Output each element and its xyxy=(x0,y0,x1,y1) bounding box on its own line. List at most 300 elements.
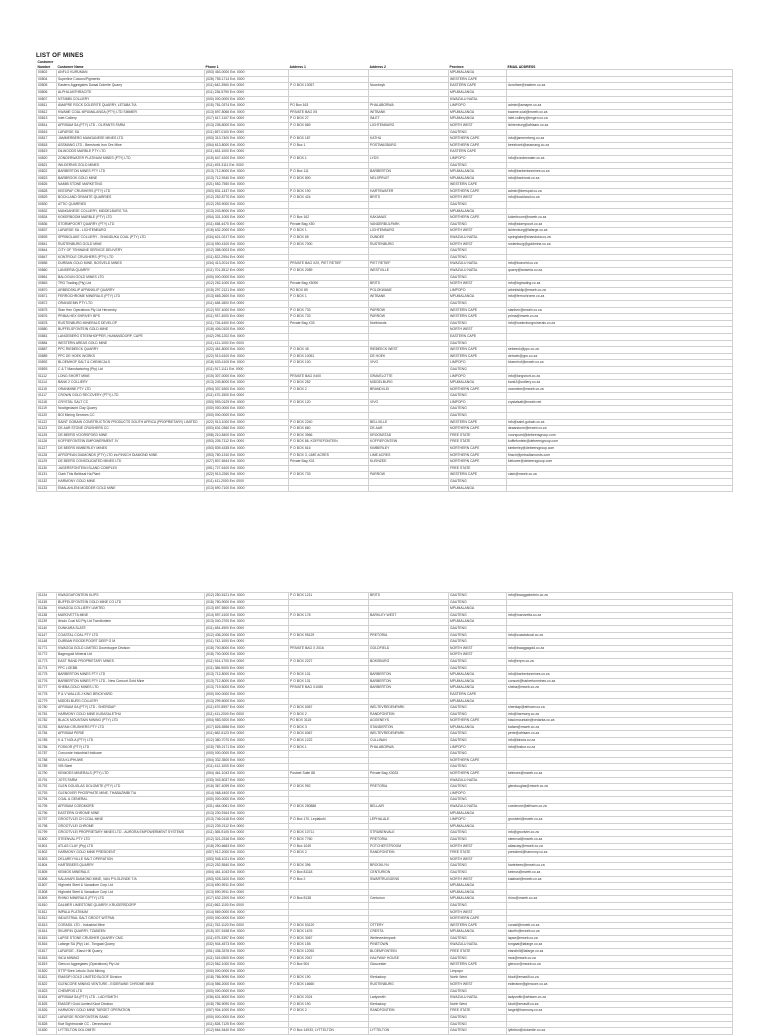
cell-email: info@barbrook.co.za xyxy=(507,175,733,182)
cell-address-1: P O BOX 10711 xyxy=(289,830,369,837)
cell-customer-number: 01807 xyxy=(37,883,57,890)
cell-customer-number: 00881 xyxy=(37,333,57,340)
cell-address-2: GOLDFIELD xyxy=(369,645,449,652)
cell-email xyxy=(507,856,733,863)
cell-address-1: PRIVATE BAG X20, PIET RETIEF xyxy=(289,261,369,268)
cell-province: GAUTENG xyxy=(449,988,507,995)
cell-customer-name: EASTERN CHROME MINE xyxy=(57,810,205,817)
cell-province: GAUTENG xyxy=(449,705,507,712)
cell-province: WESTERN CAPE xyxy=(449,76,507,83)
table-row xyxy=(37,817,733,824)
cell-address-2 xyxy=(369,208,449,215)
cell-address-1 xyxy=(289,300,369,307)
cell-customer-name: DILWOODS MARBLE PTY LTD xyxy=(57,149,205,156)
cell-phone: (012) 937-4000 Ext. 0000 xyxy=(205,307,289,314)
cell-customer-number: 01132 xyxy=(37,479,57,486)
cell-address-1 xyxy=(289,599,369,606)
table-row xyxy=(37,830,733,837)
cell-customer-name: BOCKLAND GRANITE QUARRIES xyxy=(57,195,205,202)
cell-email xyxy=(507,1015,733,1022)
cell-email xyxy=(507,757,733,764)
cell-customer-number: 00872 xyxy=(37,300,57,307)
cell-customer-number: 00884 xyxy=(37,340,57,347)
mines-table-continued xyxy=(36,592,733,1035)
cell-customer-number: 01128 xyxy=(37,452,57,459)
cell-phone: (031) 464-0061 Ext. 0000 xyxy=(205,804,289,811)
mines-table-body xyxy=(37,70,733,492)
cell-phone: (015) 297-2121 Ext. 0000 xyxy=(205,287,289,294)
cell-province: KWAZULU NATAL xyxy=(449,96,507,103)
cell-customer-number: 01131 xyxy=(37,472,57,479)
cell-customer-name: Ikholo Coal MJ Pty Ltd Twedfontein xyxy=(57,619,205,626)
table-row xyxy=(37,757,733,764)
cell-province: MPUMALANGA xyxy=(449,294,507,301)
cell-customer-name: GROOTVLEI CH COAL MINE xyxy=(57,817,205,824)
cell-address-2: BROOKLYN xyxy=(369,863,449,870)
cell-address-1: P O BOX 2024 xyxy=(289,995,369,1002)
cell-address-2: Ladysmith xyxy=(369,995,449,1002)
cell-email: kokerboom@mweb.co.za xyxy=(507,215,733,222)
cell-province: FREE STATE xyxy=(449,465,507,472)
cell-customer-number: 01115 xyxy=(37,386,57,393)
table-row xyxy=(37,373,733,380)
table-row xyxy=(37,658,733,665)
cell-province: FREE STATE xyxy=(449,432,507,439)
cell-customer-number: 00861 xyxy=(37,274,57,281)
cell-address-2 xyxy=(369,89,449,96)
cell-email: finsch@petradiamonds.com xyxy=(507,452,733,459)
cell-phone: (011) 411-1000 Ext. 0000 xyxy=(205,340,289,347)
cell-customer-number: 01783 xyxy=(37,724,57,731)
cell-address-2 xyxy=(369,406,449,413)
cell-customer-name: JAMMERBERG MANGANESE MINES LTD xyxy=(57,136,205,143)
cell-customer-number: 00807 xyxy=(37,96,57,103)
cell-address-2 xyxy=(369,327,449,334)
table-row xyxy=(37,393,733,400)
cell-address-2 xyxy=(369,698,449,705)
table-row xyxy=(37,982,733,989)
cell-email xyxy=(507,300,733,307)
cell-province: MPUMALANGA xyxy=(449,823,507,830)
cell-province: MPUMALANGA xyxy=(449,724,507,731)
table-row xyxy=(37,896,733,903)
cell-province: Limpopo xyxy=(449,968,507,975)
cell-address-2: Klerksdorp xyxy=(369,1001,449,1008)
cell-customer-name: AFROPEAN DIAMONDS (PTY) LTD t/a FINSCH DIAMOND MINE xyxy=(57,452,205,459)
cell-email: rustenburg@goldmine.co.za xyxy=(507,241,733,248)
cell-province: NORTH WEST xyxy=(449,241,507,248)
cell-address-2 xyxy=(369,764,449,771)
cell-customer-name: BARBROOK GOLD MINE xyxy=(57,175,205,182)
cell-customer-number: 01129 xyxy=(37,459,57,466)
cell-customer-number: 01828 xyxy=(37,1021,57,1028)
cell-email: kleinzee@debeersgroup.com xyxy=(507,459,733,466)
cell-customer-name: PPC DE HOEK WORKS xyxy=(57,353,205,360)
table-row xyxy=(37,208,733,215)
cell-phone: (015) 647-4200 Ext. 0000 xyxy=(205,155,289,162)
cell-customer-name: BUFFELSFONTEIN GOLD MINE xyxy=(57,327,205,334)
cell-address-1 xyxy=(289,916,369,923)
cell-customer-name: CHEMPOS LTD xyxy=(57,988,205,995)
table-row xyxy=(37,485,733,492)
cell-address-2: PARROW xyxy=(369,314,449,321)
cell-email xyxy=(507,883,733,890)
cell-email: info@jammerberg.co.za xyxy=(507,136,733,143)
cell-customer-number: 00804 xyxy=(37,76,57,83)
cell-phone: (011) 742-1000 Ext. 0000 xyxy=(205,639,289,646)
cell-address-2: KAKAMAS xyxy=(369,215,449,222)
table-row xyxy=(37,399,733,406)
cell-address-1 xyxy=(289,909,369,916)
cell-customer-number: 01785 xyxy=(37,738,57,745)
cell-phone: (033) 343-5037 Ext. 0000 xyxy=(205,777,289,784)
table-row xyxy=(37,307,733,314)
cell-province: LIMPOPO xyxy=(449,155,507,162)
cell-province: GAUTENG xyxy=(449,639,507,646)
cell-customer-number: 01114 xyxy=(37,380,57,387)
cell-customer-name: BANK 2 COLLIERY xyxy=(57,380,205,387)
cell-province: MPUMALANGA xyxy=(449,485,507,492)
cell-customer-name: ZONDERWATER PLATINUM MINES (PTY) LTD xyxy=(57,155,205,162)
cell-customer-number: 01786 xyxy=(37,744,57,751)
cell-address-2: KATHU xyxy=(369,136,449,143)
cell-email xyxy=(507,413,733,420)
cell-customer-number: 00893 xyxy=(37,366,57,373)
table-row xyxy=(37,869,733,876)
cell-email: info@saint-gobain.co.za xyxy=(507,419,733,426)
cell-province: MPUMALANGA xyxy=(449,810,507,817)
cell-address-2: KOFFIEFONTEIN xyxy=(369,439,449,446)
cell-phone: (053) 313-7400 Ext. 0000 xyxy=(205,136,289,143)
cell-customer-name: STTP Bree Lekolo Gold Mining xyxy=(57,968,205,975)
cell-email: info@barbertonmines.co.za xyxy=(507,169,733,176)
document-title: LIST OF MINES xyxy=(36,52,84,59)
cell-customer-name: LYTTELTON DOLOMITE xyxy=(57,1028,205,1035)
cell-customer-number: 00880 xyxy=(37,327,57,334)
cell-customer-number: 01126 xyxy=(37,439,57,446)
table-row xyxy=(37,856,733,863)
cell-customer-number: 01792 xyxy=(37,784,57,791)
cell-address-2: BARKLEY WEST xyxy=(369,612,449,619)
cell-customer-number: 00814 xyxy=(37,122,57,129)
cell-address-2 xyxy=(369,790,449,797)
table-row xyxy=(37,678,733,685)
cell-address-1: P O BOX 7000 xyxy=(289,241,369,248)
cell-province: MPUMALANGA xyxy=(449,109,507,116)
cell-customer-name: BALOGUN GOLD MINES LTD xyxy=(57,274,205,281)
table-row xyxy=(37,142,733,149)
cell-province: MPUMALANGA xyxy=(449,606,507,613)
table-row xyxy=(37,718,733,725)
cell-address-2 xyxy=(369,485,449,492)
cell-address-2: PHALABORWA xyxy=(369,103,449,110)
cell-customer-number: 01795 xyxy=(37,804,57,811)
cell-customer-number: 01797 xyxy=(37,817,57,824)
cell-customer-name: AFRISAM SA (PTY) LTD - SHERIDAP xyxy=(57,705,205,712)
cell-address-2 xyxy=(369,129,449,136)
cell-customer-number: 00834 xyxy=(37,215,57,222)
cell-customer-number: 00826 xyxy=(37,182,57,189)
cell-address-1: P O Box 14933, LYTTELTON xyxy=(289,1028,369,1035)
cell-customer-number: 00802 xyxy=(37,70,57,77)
cell-address-1: P O BOX 250888 xyxy=(289,804,369,811)
table-row xyxy=(37,465,733,472)
cell-province: GAUTENG xyxy=(449,221,507,228)
cell-email xyxy=(507,333,733,340)
cell-customer-number: 01796 xyxy=(37,810,57,817)
cell-customer-number: 00819 xyxy=(37,149,57,156)
cell-customer-name: ARBEIDSKLIP AFPANKLIP QUARRY xyxy=(57,287,205,294)
cell-email: info@coastalcoal.co.za xyxy=(507,632,733,639)
cell-phone: (012) 436-2000 Ext. 0000 xyxy=(205,632,289,639)
cell-address-2 xyxy=(369,639,449,646)
cell-address-2 xyxy=(369,810,449,817)
cell-email xyxy=(507,274,733,281)
cell-address-2: DE HOEK xyxy=(369,353,449,360)
cell-customer-number: 01802 xyxy=(37,850,57,857)
cell-email: ladysmith@afrisam.co.za xyxy=(507,995,733,1002)
cell-email: target@harmony.co.za xyxy=(507,1008,733,1015)
table-row xyxy=(37,162,733,169)
cell-customer-number: 01809 xyxy=(37,896,57,903)
cell-address-2 xyxy=(369,340,449,347)
cell-phone: (011) 463-1000 Ext. 0000 xyxy=(205,149,289,156)
cell-customer-number: 01775 xyxy=(37,672,57,679)
table-row xyxy=(37,122,733,129)
cell-customer-name: GLENOVER PHOSPHATE MINE, THABAZIMBI T/A xyxy=(57,790,205,797)
cell-email xyxy=(507,1021,733,1028)
cell-customer-number: 01805 xyxy=(37,869,57,876)
cell-customer-number: 00812 xyxy=(37,109,57,116)
cell-phone: (053) 631-0360 Ext. 0000 xyxy=(205,426,289,433)
table-row xyxy=(37,294,733,301)
cell-province: MPUMALANGA xyxy=(449,889,507,896)
table-row xyxy=(37,797,733,804)
cell-phone: (013) 690-9911 Ext. 0000 xyxy=(205,889,289,896)
table-row xyxy=(37,836,733,843)
cell-customer-number: 01779 xyxy=(37,698,57,705)
cell-province: LIMPOPO xyxy=(449,817,507,824)
cell-phone: (011) 762-1120 Ext. 0000 xyxy=(205,922,289,929)
cell-address-2 xyxy=(369,619,449,626)
cell-address-1 xyxy=(289,149,369,156)
cell-address-2: BLOEMFONTEIN xyxy=(369,949,449,956)
cell-address-1 xyxy=(289,691,369,698)
cell-phone: (011) 411-2000 Ext. 0000 xyxy=(205,479,289,486)
cell-phone: (057) 912-2000 Ext. 0000 xyxy=(205,850,289,857)
table-row xyxy=(37,691,733,698)
cell-phone: (018) 786-9090 Ext. 0000 xyxy=(205,975,289,982)
cell-customer-name: DURBAN ROODEPOORT DEEP G M xyxy=(57,639,205,646)
cell-customer-number: 01122 xyxy=(37,419,57,426)
cell-address-1: P O Box 8138 xyxy=(289,896,369,903)
cell-email: info@bosveld.co.za xyxy=(507,261,733,268)
table-row xyxy=(37,771,733,778)
cell-phone: (053) 780-1310 Ext. 0000 xyxy=(205,452,289,459)
cell-email: kimberley@debeersgroup.com xyxy=(507,446,733,453)
table-row xyxy=(37,922,733,929)
cell-phone: (034) 413-2014 Ext. 0000 xyxy=(205,261,289,268)
cell-phone: (054) 461-1043 Ext. 0000 xyxy=(205,869,289,876)
cell-phone: (014) 586-2000 Ext. 0000 xyxy=(205,982,289,989)
table-row xyxy=(37,261,733,268)
cell-customer-name: RHINO MINERALS (PTY) LTD xyxy=(57,896,205,903)
cell-customer-number: 01112 xyxy=(37,373,57,380)
cell-phone: (000) 000-0000 Ext. 0000 xyxy=(205,96,289,103)
cell-customer-name: KOFFIEFONTEIN EMPOWERMENT JV xyxy=(57,439,205,446)
cell-customer-number: 01815 xyxy=(37,935,57,942)
cell-email: arbeidsklip@mweb.co.za xyxy=(507,287,733,294)
cell-address-1: P O BOX 190 xyxy=(289,975,369,982)
cell-email xyxy=(507,340,733,347)
table-row xyxy=(37,784,733,791)
cell-address-1 xyxy=(289,777,369,784)
cell-address-1: P O BOX 187 xyxy=(289,136,369,143)
cell-customer-number: 01804 xyxy=(37,863,57,870)
cell-customer-name: JOTS FARM xyxy=(57,777,205,784)
cell-address-2: LYDS xyxy=(369,155,449,162)
cell-address-1 xyxy=(289,76,369,83)
cell-customer-name: PPC LOEBB xyxy=(57,665,205,672)
cell-phone: (000) 000-0000 Ext. 0000 xyxy=(205,968,289,975)
cell-phone: (013) 690-9911 Ext. 0000 xyxy=(205,883,289,890)
table-row xyxy=(37,446,733,453)
cell-address-1 xyxy=(289,89,369,96)
cell-customer-name: GLEN DOUGLAS DOLOMITE (PTY) LTD xyxy=(57,784,205,791)
cell-customer-number: 01138 xyxy=(37,612,57,619)
cell-email: hartebees@mweb.co.za xyxy=(507,863,733,870)
cell-customer-name: Highveld Steel & Vanadium Corp Ltd xyxy=(57,889,205,896)
cell-province: GAUTENG xyxy=(449,406,507,413)
cell-address-2: PINETOWN xyxy=(369,942,449,949)
cell-address-1: P O BOX 733 xyxy=(289,472,369,479)
cell-phone: (011) 701-3512 Ext. 0000 xyxy=(205,268,289,275)
cell-address-2: PRETORIA xyxy=(369,784,449,791)
cell-address-2: RUSTENBURG xyxy=(369,982,449,989)
table-row xyxy=(37,606,733,613)
cell-address-2: BOKSBURG xyxy=(369,658,449,665)
cell-province: NORTH WEST xyxy=(449,122,507,129)
table-row xyxy=(37,360,733,367)
table-row xyxy=(37,406,733,413)
cell-customer-name: MAROVETTA MINE xyxy=(57,612,205,619)
cell-province: LIMPOPO xyxy=(449,103,507,110)
cell-province: GAUTENG xyxy=(449,340,507,347)
cell-address-1: PRIVATE BAG X1085 xyxy=(289,685,369,692)
cell-email xyxy=(507,606,733,613)
cell-address-2 xyxy=(369,988,449,995)
cell-province: GAUTENG xyxy=(449,632,507,639)
cell-phone: (015) 307-0000 Ext. 0000 xyxy=(205,373,289,380)
cell-phone: (013) 746-0118 Ext. 0000 xyxy=(205,817,289,824)
header-province: Province xyxy=(449,64,464,69)
cell-address-1: P O BOX 992 xyxy=(289,784,369,791)
cell-email xyxy=(507,208,733,215)
cell-customer-name: LAFARGE ROOIFONTEIN SAND xyxy=(57,1015,205,1022)
cell-customer-number: 01821 xyxy=(37,975,57,982)
table-row xyxy=(37,182,733,189)
cell-customer-name: EMASIFI GOLD LIMITED BLOOF Division xyxy=(57,975,205,982)
cell-phone: (018) 406-0100 Ext. 0000 xyxy=(205,327,289,334)
cell-phone: (017) 632-2200 Ext. 0000 xyxy=(205,896,289,903)
cell-customer-name: Kiwi Sightmorale CC - Dennesdord xyxy=(57,1021,205,1028)
table-row xyxy=(37,804,733,811)
cell-address-1: P O BOX 1211 xyxy=(289,593,369,600)
cell-email xyxy=(507,202,733,209)
cell-customer-name: LAFARGE - Eland Hill Quarry xyxy=(57,949,205,956)
table-row xyxy=(37,672,733,679)
cell-customer-name: LANGEBERG STEENHOPPER, HUMANSDORP, CAPE xyxy=(57,333,205,340)
cell-email xyxy=(507,652,733,659)
cell-email: quarry@lanseria.co.za xyxy=(507,268,733,275)
cell-customer-number: 01793 xyxy=(37,790,57,797)
cell-address-1 xyxy=(289,883,369,890)
cell-province: WESTERN CAPE xyxy=(449,182,507,189)
cell-phone: (000) 000-0000 Ext. 0000 xyxy=(205,1015,289,1022)
cell-address-2: RANDFONTEIN xyxy=(369,711,449,718)
cell-phone: (013) 712-8000 Ext. 0000 xyxy=(205,672,289,679)
cell-customer-number: 00836 xyxy=(37,221,57,228)
cell-province: GAUTENG xyxy=(449,830,507,837)
cell-customer-name: DURBAN GOLD MINE, BOSVELD MINES xyxy=(57,261,205,268)
table-row xyxy=(37,935,733,942)
cell-address-1 xyxy=(289,96,369,103)
cell-customer-name: LAFARGE SA xyxy=(57,129,205,136)
cell-address-1: P O BOX 3966 xyxy=(289,432,369,439)
cell-phone: (012) 252-5540 Ext. 0000 xyxy=(205,863,289,870)
cell-phone: (014) 569-0000 Ext. 0000 xyxy=(205,909,289,916)
cell-email: kalahari@mweb.co.za xyxy=(507,876,733,883)
cell-address-1: P O BOX 3, LIME ACRES xyxy=(289,452,369,459)
cell-address-2: BARBERTON xyxy=(369,169,449,176)
cell-email xyxy=(507,479,733,486)
cell-province: LIMPOPO xyxy=(449,287,507,294)
cell-province: North West xyxy=(449,975,507,982)
table-row xyxy=(37,221,733,228)
cell-email xyxy=(507,366,733,373)
cell-province: WESTERN CAPE xyxy=(449,307,507,314)
cell-address-2 xyxy=(369,274,449,281)
cell-address-2 xyxy=(369,777,449,784)
cell-customer-number: 01824 xyxy=(37,995,57,1002)
cell-address-1: P O BOX 733 xyxy=(289,307,369,314)
cell-email xyxy=(507,248,733,255)
cell-address-1: P O BOX 7760 xyxy=(289,836,369,843)
cell-customer-number: 01799 xyxy=(37,830,57,837)
mines-table xyxy=(36,60,733,492)
table-row xyxy=(37,639,733,646)
cell-email xyxy=(507,70,733,77)
header-address-2: Address 2 xyxy=(369,64,386,69)
cell-phone: (014) 597-4100 Ext. 0000 xyxy=(205,612,289,619)
cell-address-1 xyxy=(289,751,369,758)
cell-phone: (054) 331-1000 Ext. 0000 xyxy=(205,215,289,222)
table-row xyxy=(37,175,733,182)
cell-province: GAUTENG xyxy=(449,797,507,804)
cell-province: NORTHERN CAPE xyxy=(449,771,507,778)
cell-phone: (013) 690-7100 Ext. 0000 xyxy=(205,485,289,492)
cell-address-2: LIME ACRES xyxy=(369,452,449,459)
cell-email xyxy=(507,625,733,632)
cell-customer-number: 01801 xyxy=(37,843,57,850)
cell-phone: (027) 807-6544 Ext. 0000 xyxy=(205,459,289,466)
cell-email: inlet.colliery@engen.co.za xyxy=(507,116,733,123)
cell-province: FREE STATE xyxy=(449,850,507,857)
cell-address-2 xyxy=(369,889,449,896)
cell-address-1 xyxy=(289,757,369,764)
cell-customer-number: 01822 xyxy=(37,982,57,989)
cell-phone: (013) 230-9164 Ext. 0000 xyxy=(205,810,289,817)
